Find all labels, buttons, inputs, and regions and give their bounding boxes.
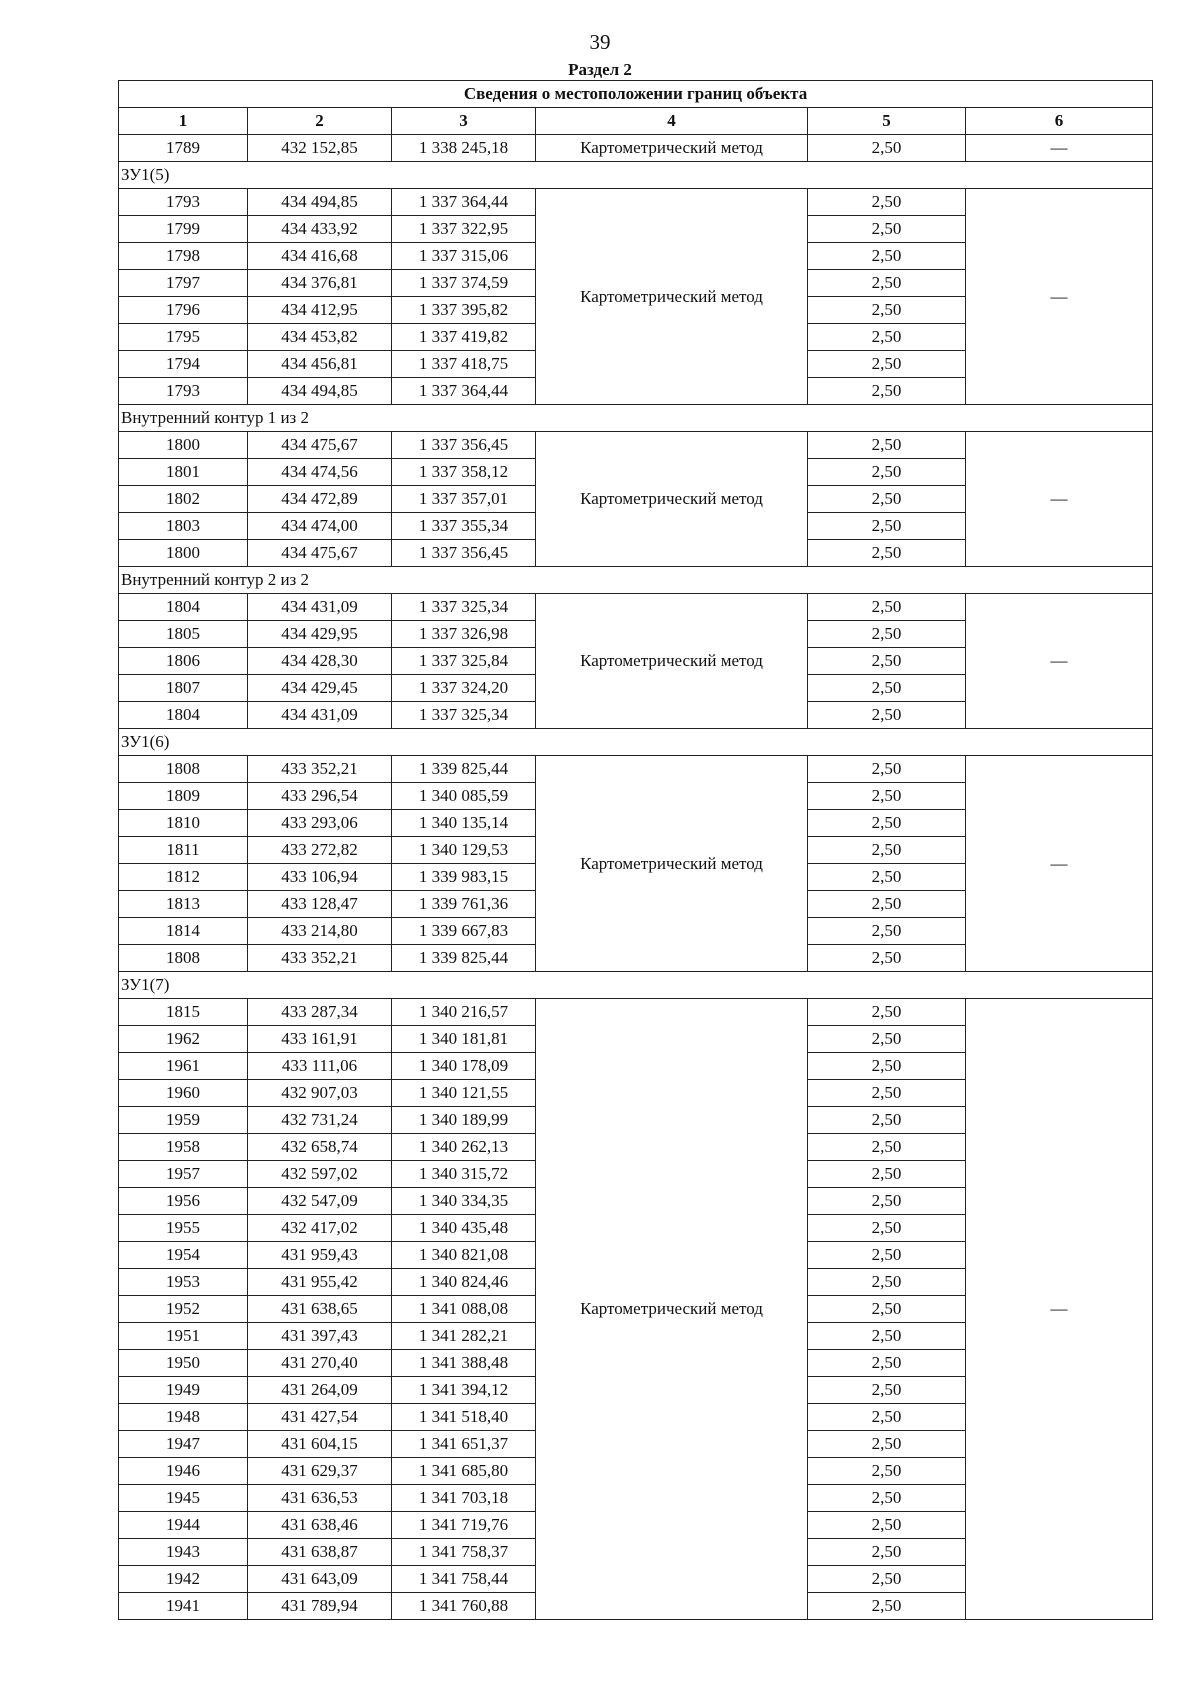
point-number: 1796 [119, 297, 248, 324]
accuracy-cell: 2,50 [808, 351, 966, 378]
point-number: 1954 [119, 1242, 248, 1269]
method-cell: Картометрический метод [536, 594, 808, 729]
coordinate-y: 1 337 364,44 [392, 189, 536, 216]
coordinate-x: 433 272,82 [248, 837, 392, 864]
point-number: 1962 [119, 1026, 248, 1053]
accuracy-cell: 2,50 [808, 945, 966, 972]
column-number: 6 [966, 108, 1153, 135]
coordinate-y: 1 337 395,82 [392, 297, 536, 324]
coordinate-y: 1 341 282,21 [392, 1323, 536, 1350]
coordinate-x: 432 907,03 [248, 1080, 392, 1107]
point-number: 1948 [119, 1404, 248, 1431]
accuracy-cell: 2,50 [808, 621, 966, 648]
point-number: 1960 [119, 1080, 248, 1107]
dash-cell: — [966, 189, 1153, 405]
table-caption: Сведения о местоположении границ объекта [119, 81, 1153, 108]
accuracy-cell: 2,50 [808, 1377, 966, 1404]
table-row [119, 999, 1153, 1026]
coordinate-y: 1 341 088,08 [392, 1296, 536, 1323]
point-number: 1956 [119, 1188, 248, 1215]
column-number-row [119, 108, 1153, 135]
accuracy-cell: 2,50 [808, 1242, 966, 1269]
column-number: 1 [119, 108, 248, 135]
point-number: 1807 [119, 675, 248, 702]
point-number: 1793 [119, 378, 248, 405]
accuracy-cell: 2,50 [808, 297, 966, 324]
coordinate-x: 431 959,43 [248, 1242, 392, 1269]
coordinate-y: 1 341 518,40 [392, 1404, 536, 1431]
accuracy-cell: 2,50 [808, 783, 966, 810]
dash-cell: — [966, 135, 1153, 162]
coordinate-x: 432 658,74 [248, 1134, 392, 1161]
coordinate-y: 1 337 322,95 [392, 216, 536, 243]
accuracy-cell: 2,50 [808, 1215, 966, 1242]
table-row [119, 135, 1153, 162]
point-number: 1953 [119, 1269, 248, 1296]
point-number: 1798 [119, 243, 248, 270]
accuracy-cell: 2,50 [808, 540, 966, 567]
point-number: 1814 [119, 918, 248, 945]
accuracy-cell: 2,50 [808, 1107, 966, 1134]
coordinate-x: 433 352,21 [248, 756, 392, 783]
coordinate-y: 1 337 419,82 [392, 324, 536, 351]
coordinate-y: 1 341 685,80 [392, 1458, 536, 1485]
column-number: 5 [808, 108, 966, 135]
coordinate-y: 1 337 324,20 [392, 675, 536, 702]
coordinate-y: 1 340 135,14 [392, 810, 536, 837]
accuracy-cell: 2,50 [808, 1161, 966, 1188]
point-number: 1803 [119, 513, 248, 540]
accuracy-cell: 2,50 [808, 1296, 966, 1323]
accuracy-cell: 2,50 [808, 594, 966, 621]
point-number: 1945 [119, 1485, 248, 1512]
point-number: 1942 [119, 1566, 248, 1593]
point-number: 1955 [119, 1215, 248, 1242]
coordinate-x: 434 429,45 [248, 675, 392, 702]
coordinate-y: 1 340 824,46 [392, 1269, 536, 1296]
coordinate-y: 1 337 364,44 [392, 378, 536, 405]
accuracy-cell: 2,50 [808, 1431, 966, 1458]
accuracy-cell: 2,50 [808, 135, 966, 162]
group-header-row [119, 567, 1153, 594]
table-row [119, 189, 1153, 216]
coordinate-y: 1 339 983,15 [392, 864, 536, 891]
coordinate-x: 434 431,09 [248, 702, 392, 729]
accuracy-cell: 2,50 [808, 1512, 966, 1539]
accuracy-cell: 2,50 [808, 324, 966, 351]
coordinate-y: 1 341 394,12 [392, 1377, 536, 1404]
dash-cell: — [966, 594, 1153, 729]
accuracy-cell: 2,50 [808, 1269, 966, 1296]
accuracy-cell: 2,50 [808, 999, 966, 1026]
section-title: Раздел 2 [568, 60, 632, 79]
point-number: 1804 [119, 702, 248, 729]
accuracy-cell: 2,50 [808, 378, 966, 405]
dash-cell: — [966, 756, 1153, 972]
point-number: 1951 [119, 1323, 248, 1350]
coordinate-x: 434 494,85 [248, 378, 392, 405]
coordinate-x: 431 604,15 [248, 1431, 392, 1458]
coordinate-x: 434 494,85 [248, 189, 392, 216]
coordinate-y: 1 337 325,34 [392, 702, 536, 729]
point-number: 1961 [119, 1053, 248, 1080]
coordinate-y: 1 340 315,72 [392, 1161, 536, 1188]
coordinate-x: 432 417,02 [248, 1215, 392, 1242]
coordinate-y: 1 340 216,57 [392, 999, 536, 1026]
coordinate-x: 434 376,81 [248, 270, 392, 297]
point-number: 1800 [119, 540, 248, 567]
point-number: 1952 [119, 1296, 248, 1323]
coordinate-y: 1 340 435,48 [392, 1215, 536, 1242]
accuracy-cell: 2,50 [808, 756, 966, 783]
accuracy-cell: 2,50 [808, 675, 966, 702]
table-row [119, 756, 1153, 783]
group-header-row [119, 162, 1153, 189]
coordinate-x: 434 431,09 [248, 594, 392, 621]
column-number: 3 [392, 108, 536, 135]
coordinate-y: 1 337 356,45 [392, 432, 536, 459]
point-number: 1941 [119, 1593, 248, 1620]
coordinate-y: 1 337 357,01 [392, 486, 536, 513]
coordinate-x: 431 427,54 [248, 1404, 392, 1431]
accuracy-cell: 2,50 [808, 1404, 966, 1431]
accuracy-cell: 2,50 [808, 513, 966, 540]
point-number: 1802 [119, 486, 248, 513]
coordinate-x: 434 416,68 [248, 243, 392, 270]
coordinate-y: 1 341 388,48 [392, 1350, 536, 1377]
group-header-row [119, 405, 1153, 432]
coordinate-x: 431 629,37 [248, 1458, 392, 1485]
method-cell: Картометрический метод [536, 432, 808, 567]
coordinate-y: 1 341 651,37 [392, 1431, 536, 1458]
accuracy-cell: 2,50 [808, 1026, 966, 1053]
coordinate-x: 432 597,02 [248, 1161, 392, 1188]
coordinate-x: 431 397,43 [248, 1323, 392, 1350]
point-number: 1809 [119, 783, 248, 810]
coordinate-y: 1 341 758,44 [392, 1566, 536, 1593]
accuracy-cell: 2,50 [808, 1323, 966, 1350]
group-header-row [119, 972, 1153, 999]
accuracy-cell: 2,50 [808, 1485, 966, 1512]
point-number: 1944 [119, 1512, 248, 1539]
coordinate-x: 433 293,06 [248, 810, 392, 837]
column-number: 2 [248, 108, 392, 135]
coordinate-x: 434 472,89 [248, 486, 392, 513]
coordinate-y: 1 337 355,34 [392, 513, 536, 540]
point-number: 1797 [119, 270, 248, 297]
coordinate-y: 1 341 760,88 [392, 1593, 536, 1620]
coordinate-y: 1 341 703,18 [392, 1485, 536, 1512]
accuracy-cell: 2,50 [808, 864, 966, 891]
coordinate-x: 432 547,09 [248, 1188, 392, 1215]
dash-cell: — [966, 432, 1153, 567]
coordinate-y: 1 339 825,44 [392, 756, 536, 783]
accuracy-cell: 2,50 [808, 648, 966, 675]
coordinate-x: 434 433,92 [248, 216, 392, 243]
coordinate-y: 1 340 129,53 [392, 837, 536, 864]
accuracy-cell: 2,50 [808, 1593, 966, 1620]
point-number: 1959 [119, 1107, 248, 1134]
group-label: ЗУ1(5) [119, 162, 1153, 189]
coordinate-x: 434 456,81 [248, 351, 392, 378]
point-number: 1801 [119, 459, 248, 486]
coordinates-table [118, 80, 1153, 1620]
table-row [119, 432, 1153, 459]
method-cell: Картометрический метод [536, 189, 808, 405]
point-number: 1799 [119, 216, 248, 243]
point-number: 1805 [119, 621, 248, 648]
coordinate-y: 1 340 121,55 [392, 1080, 536, 1107]
coordinate-y: 1 341 719,76 [392, 1512, 536, 1539]
coordinate-x: 431 638,65 [248, 1296, 392, 1323]
group-header-row [119, 729, 1153, 756]
point-number: 1958 [119, 1134, 248, 1161]
coordinate-x: 432 731,24 [248, 1107, 392, 1134]
coordinate-y: 1 337 358,12 [392, 459, 536, 486]
coordinate-x: 431 643,09 [248, 1566, 392, 1593]
point-number: 1811 [119, 837, 248, 864]
coordinate-y: 1 338 245,18 [392, 135, 536, 162]
accuracy-cell: 2,50 [808, 1134, 966, 1161]
coordinate-x: 433 296,54 [248, 783, 392, 810]
coordinate-y: 1 337 325,34 [392, 594, 536, 621]
coordinate-x: 433 287,34 [248, 999, 392, 1026]
accuracy-cell: 2,50 [808, 918, 966, 945]
coordinate-x: 431 638,46 [248, 1512, 392, 1539]
coordinate-y: 1 337 374,59 [392, 270, 536, 297]
coordinate-x: 434 428,30 [248, 648, 392, 675]
accuracy-cell: 2,50 [808, 189, 966, 216]
point-number: 1949 [119, 1377, 248, 1404]
coordinate-x: 431 789,94 [248, 1593, 392, 1620]
accuracy-cell: 2,50 [808, 216, 966, 243]
coordinate-y: 1 340 262,13 [392, 1134, 536, 1161]
method-cell: Картометрический метод [536, 999, 808, 1620]
point-number: 1806 [119, 648, 248, 675]
point-number: 1800 [119, 432, 248, 459]
coordinate-x: 433 128,47 [248, 891, 392, 918]
page-number: 39 [589, 30, 611, 54]
point-number: 1793 [119, 189, 248, 216]
coordinate-y: 1 340 821,08 [392, 1242, 536, 1269]
coordinate-x: 434 475,67 [248, 432, 392, 459]
coordinate-x: 434 474,00 [248, 513, 392, 540]
coordinate-x: 434 474,56 [248, 459, 392, 486]
coordinate-y: 1 337 356,45 [392, 540, 536, 567]
coordinate-y: 1 340 334,35 [392, 1188, 536, 1215]
coordinate-x: 433 161,91 [248, 1026, 392, 1053]
point-number: 1946 [119, 1458, 248, 1485]
table-row [119, 594, 1153, 621]
point-number: 1808 [119, 945, 248, 972]
group-label: Внутренний контур 2 из 2 [119, 567, 1153, 594]
coordinate-y: 1 337 418,75 [392, 351, 536, 378]
group-label: ЗУ1(7) [119, 972, 1153, 999]
method-cell: Картометрический метод [536, 135, 808, 162]
accuracy-cell: 2,50 [808, 1188, 966, 1215]
accuracy-cell: 2,50 [808, 1053, 966, 1080]
accuracy-cell: 2,50 [808, 432, 966, 459]
coordinate-x: 431 638,87 [248, 1539, 392, 1566]
point-number: 1810 [119, 810, 248, 837]
method-cell: Картометрический метод [536, 756, 808, 972]
point-number: 1794 [119, 351, 248, 378]
accuracy-cell: 2,50 [808, 1539, 966, 1566]
accuracy-cell: 2,50 [808, 1080, 966, 1107]
coordinate-y: 1 340 085,59 [392, 783, 536, 810]
coordinate-x: 431 264,09 [248, 1377, 392, 1404]
point-number: 1789 [119, 135, 248, 162]
accuracy-cell: 2,50 [808, 243, 966, 270]
coordinate-y: 1 339 761,36 [392, 891, 536, 918]
coordinate-x: 434 412,95 [248, 297, 392, 324]
accuracy-cell: 2,50 [808, 1458, 966, 1485]
point-number: 1804 [119, 594, 248, 621]
table-caption-row [119, 81, 1153, 108]
point-number: 1815 [119, 999, 248, 1026]
accuracy-cell: 2,50 [808, 1350, 966, 1377]
group-label: Внутренний контур 1 из 2 [119, 405, 1153, 432]
accuracy-cell: 2,50 [808, 486, 966, 513]
coordinate-x: 433 106,94 [248, 864, 392, 891]
point-number: 1812 [119, 864, 248, 891]
accuracy-cell: 2,50 [808, 702, 966, 729]
accuracy-cell: 2,50 [808, 891, 966, 918]
coordinate-x: 434 475,67 [248, 540, 392, 567]
point-number: 1957 [119, 1161, 248, 1188]
coordinate-x: 431 270,40 [248, 1350, 392, 1377]
coordinate-x: 434 453,82 [248, 324, 392, 351]
accuracy-cell: 2,50 [808, 270, 966, 297]
accuracy-cell: 2,50 [808, 1566, 966, 1593]
coordinate-y: 1 340 181,81 [392, 1026, 536, 1053]
coordinate-x: 431 636,53 [248, 1485, 392, 1512]
coordinate-y: 1 339 825,44 [392, 945, 536, 972]
coordinate-x: 434 429,95 [248, 621, 392, 648]
coordinate-y: 1 341 758,37 [392, 1539, 536, 1566]
coordinate-y: 1 339 667,83 [392, 918, 536, 945]
point-number: 1808 [119, 756, 248, 783]
point-number: 1947 [119, 1431, 248, 1458]
dash-cell: — [966, 999, 1153, 1620]
coordinate-x: 433 352,21 [248, 945, 392, 972]
accuracy-cell: 2,50 [808, 459, 966, 486]
group-label: ЗУ1(6) [119, 729, 1153, 756]
accuracy-cell: 2,50 [808, 837, 966, 864]
coordinate-x: 433 214,80 [248, 918, 392, 945]
coordinate-y: 1 340 178,09 [392, 1053, 536, 1080]
coordinate-y: 1 337 325,84 [392, 648, 536, 675]
column-number: 4 [536, 108, 808, 135]
coordinate-y: 1 337 315,06 [392, 243, 536, 270]
point-number: 1813 [119, 891, 248, 918]
accuracy-cell: 2,50 [808, 810, 966, 837]
point-number: 1950 [119, 1350, 248, 1377]
coordinate-x: 433 111,06 [248, 1053, 392, 1080]
coordinate-y: 1 337 326,98 [392, 621, 536, 648]
coordinate-x: 431 955,42 [248, 1269, 392, 1296]
coordinate-y: 1 340 189,99 [392, 1107, 536, 1134]
point-number: 1795 [119, 324, 248, 351]
coordinate-x: 432 152,85 [248, 135, 392, 162]
point-number: 1943 [119, 1539, 248, 1566]
